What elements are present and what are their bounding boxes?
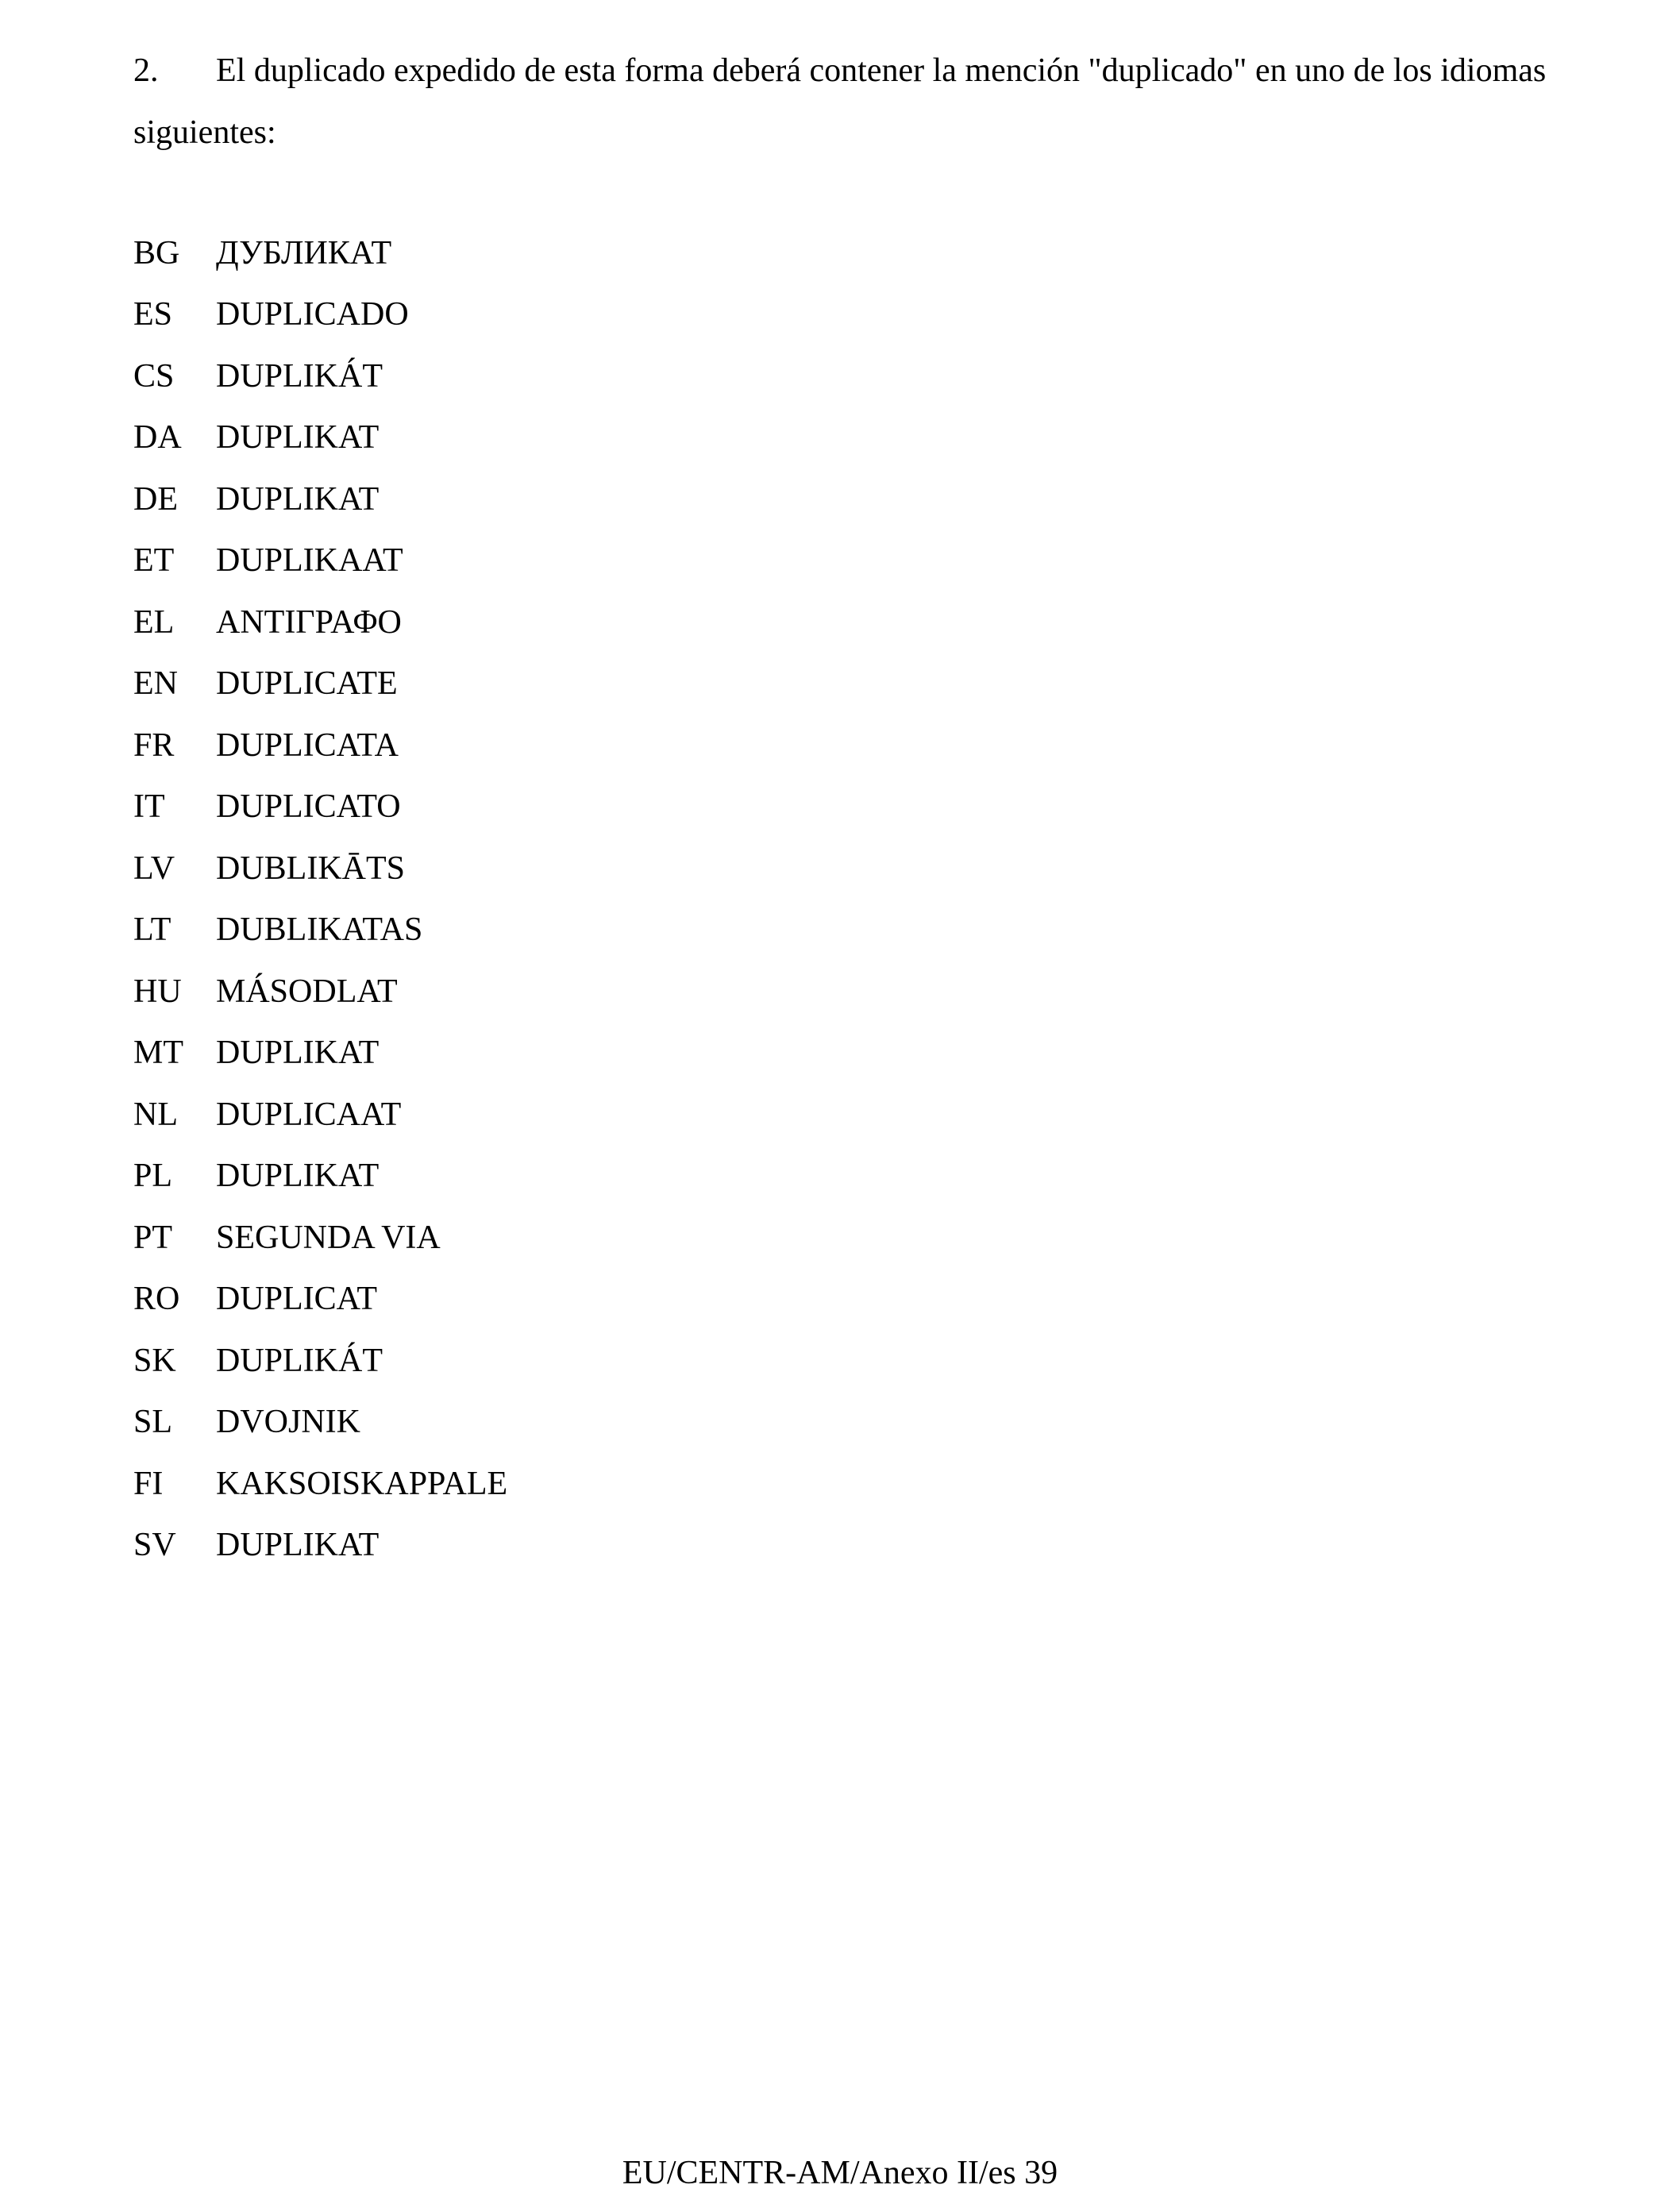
- language-code: MT: [133, 1035, 183, 1072]
- intro-paragraph: [133, 40, 1555, 164]
- list-item: [133, 468, 507, 530]
- duplicate-word: DUPLIKAT: [216, 1158, 380, 1195]
- duplicate-word: DUBLIKATAS: [216, 911, 423, 949]
- duplicate-word: DUPLICATA: [216, 726, 399, 764]
- language-code: EN: [133, 665, 178, 703]
- duplicate-word: DUPLICATO: [216, 788, 401, 826]
- list-item: [133, 1269, 507, 1331]
- duplicate-word: DUPLICAT: [216, 1281, 378, 1318]
- page-footer: EU/CENTR-AM/Anexo II/es 39: [622, 2155, 1058, 2191]
- language-code: LT: [133, 911, 171, 949]
- duplicate-word: DUPLICADO: [216, 296, 409, 333]
- language-code: SK: [133, 1342, 176, 1379]
- language-code: SL: [133, 1404, 173, 1441]
- list-item: [133, 776, 507, 838]
- list-item: [133, 284, 507, 346]
- duplicate-word: ΑΝΤΙΓΡΑΦΟ: [216, 603, 402, 641]
- language-code: HU: [133, 973, 182, 1010]
- list-item: [133, 653, 507, 715]
- duplicate-word: DVOJNIK: [216, 1404, 360, 1441]
- list-item: [133, 715, 507, 776]
- language-code: IT: [133, 788, 165, 826]
- language-code: DE: [133, 480, 178, 518]
- duplicate-word: SEGUNDA VIA: [216, 1219, 441, 1256]
- duplicate-word: ДУБЛИКАТ: [216, 234, 392, 272]
- duplicate-word: DUPLICATE: [216, 665, 398, 703]
- list-item: [133, 900, 507, 961]
- duplicate-word: DUPLIKAT: [216, 480, 380, 518]
- list-item: [133, 591, 507, 653]
- list-item: [133, 1084, 507, 1146]
- language-code: EL: [133, 603, 175, 641]
- language-code: ES: [133, 296, 173, 333]
- language-code: PL: [133, 1158, 173, 1195]
- list-item: [133, 1023, 507, 1085]
- language-code: BG: [133, 234, 180, 272]
- list-item: [133, 345, 507, 407]
- language-code: ET: [133, 542, 175, 580]
- list-item: [133, 961, 507, 1023]
- list-item: [133, 222, 507, 284]
- duplicate-word: DUPLIKAAT: [216, 542, 403, 580]
- list-item: [133, 530, 507, 592]
- duplicate-word: DUPLIKÁT: [216, 357, 383, 395]
- duplicate-word: DUPLICAAT: [216, 1096, 402, 1133]
- list-item: [133, 1207, 507, 1269]
- list-item: [133, 838, 507, 900]
- language-code: SV: [133, 1527, 176, 1564]
- language-code: PT: [133, 1219, 173, 1256]
- list-item: [133, 1146, 507, 1208]
- language-code: NL: [133, 1096, 178, 1133]
- language-code: FR: [133, 726, 175, 764]
- language-code: CS: [133, 357, 175, 395]
- duplicate-word: DUPLIKAT: [216, 1035, 380, 1072]
- language-list: [133, 222, 507, 1576]
- duplicate-word: KAKSOISKAPPALE: [216, 1465, 508, 1502]
- duplicate-word: DUPLIKAT: [216, 419, 380, 457]
- duplicate-word: DUPLIKAT: [216, 1527, 380, 1564]
- language-code: RO: [133, 1281, 180, 1318]
- duplicate-word: DUPLIKÁT: [216, 1342, 383, 1379]
- paragraph-text: El duplicado expedido de esta forma deberá contener la mención "duplicado" en uno de los idiomas siguientes:: [133, 52, 1547, 151]
- list-item: [133, 1515, 507, 1577]
- language-code: DA: [133, 419, 182, 457]
- duplicate-word: MÁSODLAT: [216, 973, 398, 1010]
- language-code: FI: [133, 1465, 164, 1502]
- language-code: LV: [133, 850, 175, 887]
- paragraph-number: 2.: [133, 52, 159, 89]
- list-item: [133, 1392, 507, 1454]
- duplicate-word: DUBLIKĀTS: [216, 850, 405, 887]
- list-item: [133, 1330, 507, 1392]
- list-item: [133, 1453, 507, 1515]
- list-item: [133, 407, 507, 469]
